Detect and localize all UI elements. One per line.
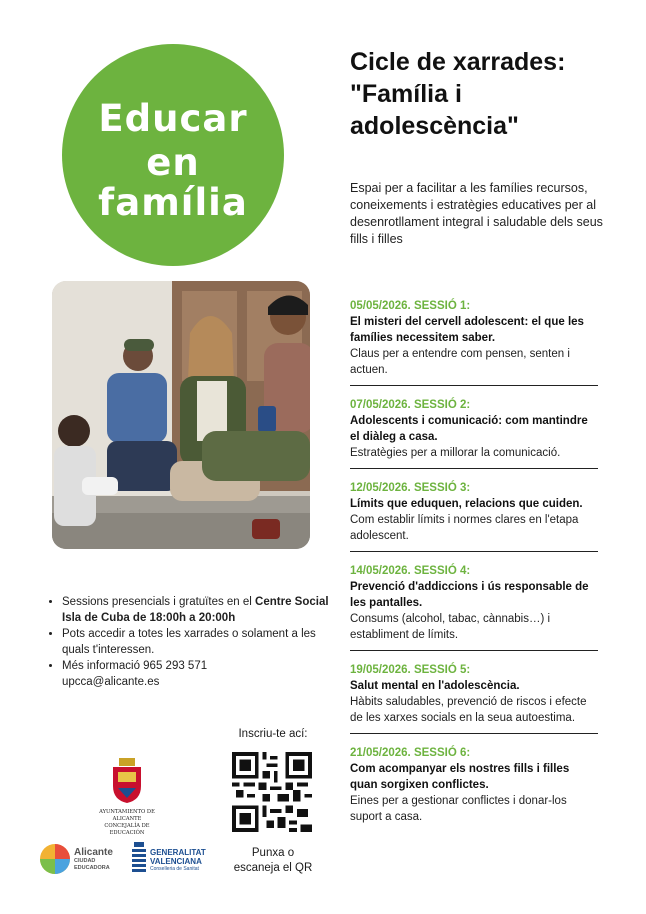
logo-line-2: en <box>146 141 200 184</box>
intro-text: Espai per a facilitar a les famílies recursos, coneixements i estratègies educatives per al desenrotllament integral i saludable dels seus fills i filles <box>350 181 603 246</box>
session-date: 12/05/2026. SESSIÓ 3: <box>350 482 471 494</box>
session-title: Adolescents i comunicació: com mantindre el diàleg a casa. <box>350 415 588 443</box>
logo-line-3: família <box>98 181 248 224</box>
ciudad-educadora-icon <box>38 842 72 876</box>
ayuntamiento-name: AYUNTAMIENTO DE ALICANTE <box>99 809 155 822</box>
qr-icon <box>232 752 312 832</box>
info-item-access <box>62 626 334 658</box>
session-title: Com acompanyar els nostres fills i filles quan sorgixen conflictes. <box>350 763 570 791</box>
info-email-link[interactable]: upcca@alicante.es <box>62 676 160 688</box>
ciudad-label: CIUDAD <box>74 858 96 864</box>
alicante-name: Alicante <box>74 847 113 858</box>
teens-photo <box>52 281 310 549</box>
session-date: 14/05/2026. SESSIÓ 4: <box>350 565 471 577</box>
qr-caption-line-1: Punxa o <box>251 847 295 859</box>
qr-label: Inscriu-te ací: <box>238 728 308 740</box>
title-line-2: "Família i <box>350 80 462 108</box>
session-description: Estratègies per a millorar la comunicació. <box>350 447 561 459</box>
valenciana-label: VALENCIANA <box>150 857 202 866</box>
info-location-venue: Centre Social Isla de Cuba de 18:00h a 20:00h <box>62 596 329 624</box>
educadora-label: EDUCADORA <box>74 864 110 871</box>
title-line-1: Cicle de xarrades: <box>350 48 566 76</box>
session-date: 07/05/2026. SESSIÓ 2: <box>350 399 471 411</box>
session-title: El misteri del cervell adolescent: el que les famílies necessitem saber. <box>350 316 584 344</box>
info-phone: Més informació 965 293 571 <box>62 660 208 672</box>
page-title <box>350 46 620 142</box>
session-description: Consums (alcohol, tabac, cànnabis…) i establiment de límits. <box>350 613 551 641</box>
generalitat-valenciana-logo <box>132 842 222 882</box>
session-item <box>350 561 598 651</box>
photo-illustration <box>52 281 310 549</box>
qr-caption-line-2: escaneja el QR <box>233 862 313 874</box>
session-description: Eines per a gestionar conflictes i donar-los suport a casa. <box>350 795 567 823</box>
session-title: Salut mental en l'adolescència. <box>350 680 520 692</box>
session-item <box>350 660 598 734</box>
session-item <box>350 296 598 386</box>
session-title: Prevenció d'addiccions i ús responsable de les pantalles. <box>350 581 589 609</box>
session-date: 21/05/2026. SESSIÓ 6: <box>350 747 471 759</box>
session-description: Com establir límits i normes clares en l'etapa adolescent. <box>350 514 579 542</box>
qr-caption <box>226 846 320 876</box>
info-item-contact <box>62 658 334 690</box>
session-item <box>350 395 598 469</box>
info-list <box>48 594 334 690</box>
registration-qr-code[interactable] <box>232 752 312 832</box>
logo-line-1: Educar <box>98 97 248 140</box>
session-date: 19/05/2026. SESSIÓ 5: <box>350 664 471 676</box>
info-item-location <box>62 594 334 626</box>
ayuntamiento-logo <box>88 758 166 837</box>
session-item <box>350 743 598 832</box>
session-date: 05/05/2026. SESSIÓ 1: <box>350 300 471 312</box>
session-title: Límits que eduquen, relacions que cuiden. <box>350 498 583 510</box>
info-location-text: Sessions presencials i gratuïtes en el <box>62 596 256 608</box>
session-description: Hàbits saludables, prevenció de riscos i efecte de les xarxes socials en la seua autoestima. <box>350 696 587 724</box>
conselleria-label: Conselleria de Sanitat <box>150 866 199 872</box>
info-access-text: Pots accedir a totes les xarrades o solament a les quals t'interessen. <box>62 628 316 656</box>
session-item <box>350 478 598 552</box>
title-line-3: adolescència" <box>350 112 519 140</box>
sessions-list <box>350 296 598 841</box>
coat-of-arms-icon <box>110 758 144 804</box>
generalitat-emblem-icon <box>132 842 146 874</box>
session-description: Claus per a entendre com pensen, senten i actuen. <box>350 348 570 376</box>
generalitat-label: GENERALITAT <box>150 848 206 857</box>
concejalia-name: CONCEJALÍA DE EDUCACIÓN <box>104 823 150 836</box>
alicante-ciudad-educadora-logo <box>38 842 118 882</box>
educar-en-familia-logo <box>62 44 284 266</box>
